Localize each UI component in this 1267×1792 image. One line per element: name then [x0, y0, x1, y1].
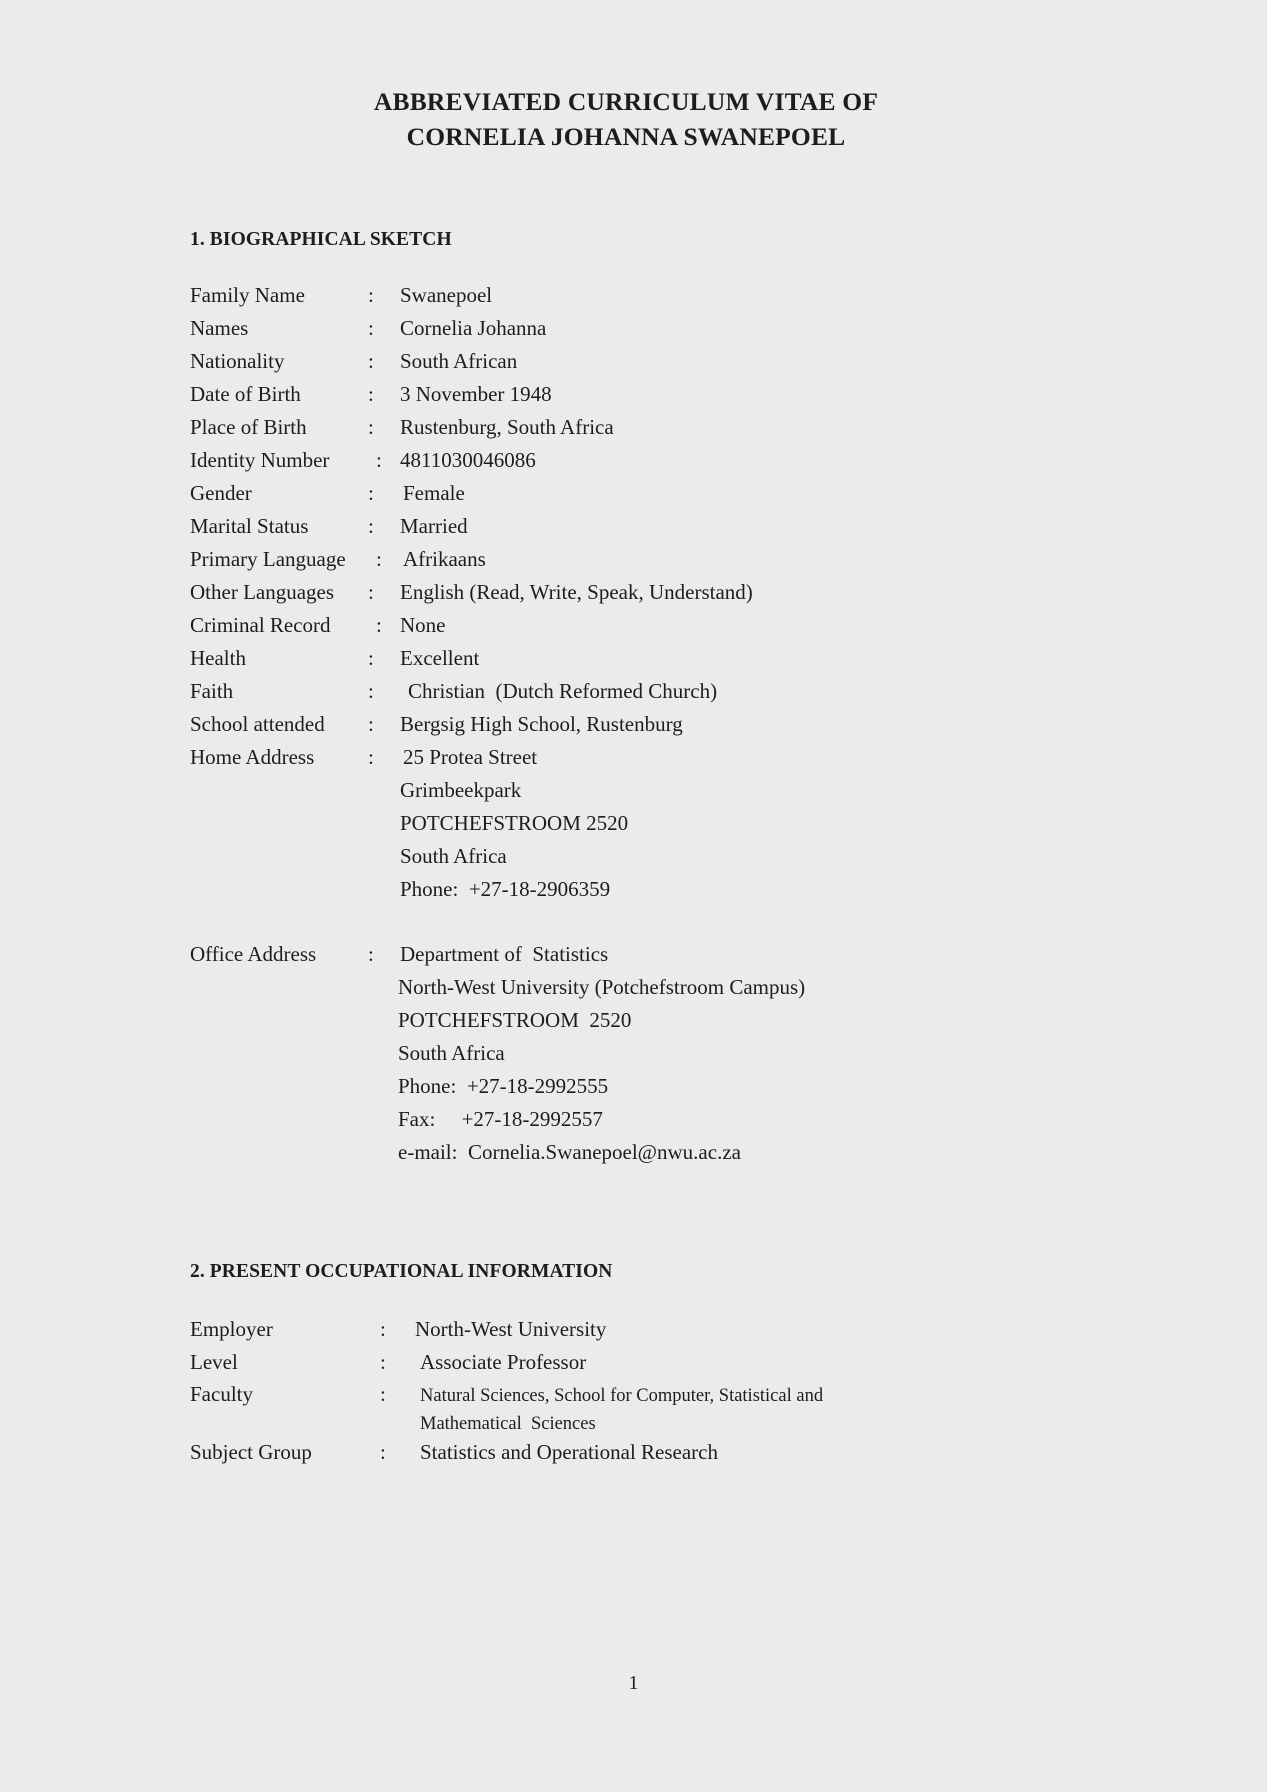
field-row-home-address — [190, 741, 1090, 774]
field-value-office-address-line-1: Department of Statistics — [400, 942, 609, 966]
field-value-faculty-line-2: Mathematical Sciences — [420, 1414, 596, 1434]
field-value-criminal-record: None — [400, 613, 446, 637]
office-phone-row — [190, 1070, 1090, 1103]
field-colon: : — [376, 613, 382, 637]
document-title-line-2: CORNELIA JOHANNA SWANEPOEL — [406, 122, 846, 151]
field-label-home-address: Home Address — [190, 745, 315, 769]
field-colon: : — [368, 382, 374, 406]
layout-spacer — [190, 774, 400, 807]
field-value-marital-status: Married — [400, 514, 468, 538]
field-row-nationality — [190, 345, 1090, 378]
field-row-primary-language — [190, 543, 1090, 576]
field-row-school-attended — [190, 708, 1090, 741]
layout-spacer — [190, 1037, 398, 1070]
field-label-nationality: Nationality — [190, 349, 285, 373]
field-value-other-languages: English (Read, Write, Speak, Understand) — [400, 580, 753, 604]
field-row-faith — [190, 675, 1090, 708]
field-colon: : — [368, 942, 374, 966]
field-row-family-name — [190, 279, 1090, 312]
office-address-line-2-row — [190, 971, 1090, 1004]
field-value-home-address-line-1: 25 Protea Street — [403, 745, 538, 769]
office-address-block — [190, 938, 1090, 1169]
field-value-office-address-line-2: North-West University (Potchefstroom Campus) — [398, 975, 806, 999]
section-heading-present-occupational-information: 2. PRESENT OCCUPATIONAL INFORMATION — [190, 1261, 613, 1282]
home-address-line-4-row — [190, 840, 1090, 873]
field-value-faith: Christian (Dutch Reformed Church) — [408, 679, 718, 703]
field-colon: : — [368, 349, 374, 373]
layout-spacer — [190, 1411, 412, 1437]
field-row-subject-group — [190, 1437, 1090, 1468]
field-row-place-of-birth — [190, 411, 1090, 444]
field-value-home-address-line-4: South Africa — [400, 844, 507, 868]
field-colon: : — [376, 547, 382, 571]
field-colon: : — [380, 1382, 386, 1406]
office-email-row — [190, 1136, 1090, 1169]
field-value-faculty-line-1: Natural Sciences, School for Computer, Statistical and — [420, 1386, 824, 1406]
layout-spacer — [190, 1136, 398, 1169]
field-label-school-attended: School attended — [190, 712, 325, 736]
field-colon: : — [368, 481, 374, 505]
document-title-line-1: ABBREVIATED CURRICULUM VITAE OF — [373, 87, 879, 116]
field-value-home-address-line-3: POTCHEFSTROOM 2520 — [400, 811, 629, 835]
field-label-gender: Gender — [190, 481, 252, 505]
field-value-office-phone: Phone: +27-18-2992555 — [398, 1074, 609, 1098]
field-row-health — [190, 642, 1090, 675]
field-label-other-languages: Other Languages — [190, 580, 335, 604]
office-address-line-3-row — [190, 1004, 1090, 1037]
field-row-employer — [190, 1313, 1090, 1346]
field-label-office-address: Office Address — [190, 942, 317, 966]
field-colon: : — [368, 580, 374, 604]
field-label-employer: Employer — [190, 1317, 273, 1341]
field-value-nationality: South African — [400, 349, 518, 373]
layout-spacer — [190, 1070, 398, 1103]
faculty-line-2-row — [190, 1411, 1090, 1437]
field-label-subject-group: Subject Group — [190, 1440, 312, 1464]
field-label-level: Level — [190, 1350, 238, 1374]
field-colon: : — [368, 514, 374, 538]
field-row-date-of-birth — [190, 378, 1090, 411]
field-value-names: Cornelia Johanna — [400, 316, 547, 340]
field-value-home-address-line-2: Grimbeekpark — [400, 778, 522, 802]
field-row-level — [190, 1346, 1090, 1379]
field-colon: : — [380, 1317, 386, 1341]
field-value-employer: North-West University — [415, 1317, 607, 1341]
layout-spacer — [190, 1004, 398, 1037]
field-value-place-of-birth: Rustenburg, South Africa — [400, 415, 614, 439]
field-label-health: Health — [190, 646, 246, 670]
field-colon: : — [380, 1440, 386, 1464]
field-label-faculty: Faculty — [190, 1382, 253, 1406]
field-row-identity-number — [190, 444, 1090, 477]
home-address-line-2-row — [190, 774, 1090, 807]
section-present-occupational-information — [190, 1261, 1090, 1468]
field-label-family-name: Family Name — [190, 283, 305, 307]
field-value-primary-language: Afrikaans — [403, 547, 486, 571]
field-row-gender — [190, 477, 1090, 510]
field-value-health: Excellent — [400, 646, 480, 670]
field-value-level: Associate Professor — [420, 1350, 587, 1374]
field-value-office-address-line-3: POTCHEFSTROOM 2520 — [398, 1008, 632, 1032]
field-colon: : — [368, 646, 374, 670]
layout-spacer — [190, 807, 400, 840]
home-address-line-3-row — [190, 807, 1090, 840]
home-address-phone-row — [190, 873, 1090, 906]
document-content — [190, 0, 1090, 1468]
office-fax-row — [190, 1103, 1090, 1136]
biographical-fields-list — [190, 279, 1090, 1169]
page-number: 1 — [628, 1672, 639, 1694]
field-label-date-of-birth: Date of Birth — [190, 382, 301, 406]
field-label-primary-language: Primary Language — [190, 547, 346, 571]
field-row-marital-status — [190, 510, 1090, 543]
field-row-other-languages — [190, 576, 1090, 609]
field-value-office-address-line-4: South Africa — [398, 1041, 505, 1065]
field-colon: : — [368, 679, 374, 703]
field-colon: : — [368, 283, 374, 307]
field-label-criminal-record: Criminal Record — [190, 613, 331, 637]
layout-spacer — [190, 1103, 398, 1136]
document-title — [246, 0, 1006, 154]
occupational-fields-list — [190, 1313, 1090, 1468]
field-row-faculty — [190, 1379, 1090, 1411]
field-value-identity-number: 4811030046086 — [400, 448, 536, 472]
field-value-school-attended: Bergsig High School, Rustenburg — [400, 712, 683, 736]
field-colon: : — [368, 415, 374, 439]
field-colon: : — [380, 1350, 386, 1374]
office-address-line-4-row — [190, 1037, 1090, 1070]
field-value-gender: Female — [403, 481, 465, 505]
layout-spacer — [190, 840, 400, 873]
field-row-names — [190, 312, 1090, 345]
field-colon: : — [368, 745, 374, 769]
field-label-identity-number: Identity Number — [190, 448, 330, 472]
field-row-criminal-record — [190, 609, 1090, 642]
field-value-date-of-birth: 3 November 1948 — [400, 382, 552, 406]
field-value-office-email: e-mail: Cornelia.Swanepoel@nwu.ac.za — [398, 1140, 741, 1164]
field-label-faith: Faith — [190, 679, 234, 703]
field-value-office-fax: Fax: +27-18-2992557 — [398, 1107, 603, 1131]
field-label-marital-status: Marital Status — [190, 514, 309, 538]
field-value-home-phone: Phone: +27-18-2906359 — [400, 877, 611, 901]
section-heading-biographical-sketch: 1. BIOGRAPHICAL SKETCH — [190, 229, 452, 250]
field-colon: : — [368, 712, 374, 736]
layout-spacer — [190, 873, 400, 906]
field-value-family-name: Swanepoel — [400, 283, 493, 307]
field-value-subject-group: Statistics and Operational Research — [420, 1440, 718, 1464]
field-row-office-address — [190, 938, 1090, 971]
layout-spacer — [190, 971, 398, 1004]
field-colon: : — [376, 448, 382, 472]
field-colon: : — [368, 316, 374, 340]
field-label-place-of-birth: Place of Birth — [190, 415, 307, 439]
field-label-names: Names — [190, 316, 249, 340]
